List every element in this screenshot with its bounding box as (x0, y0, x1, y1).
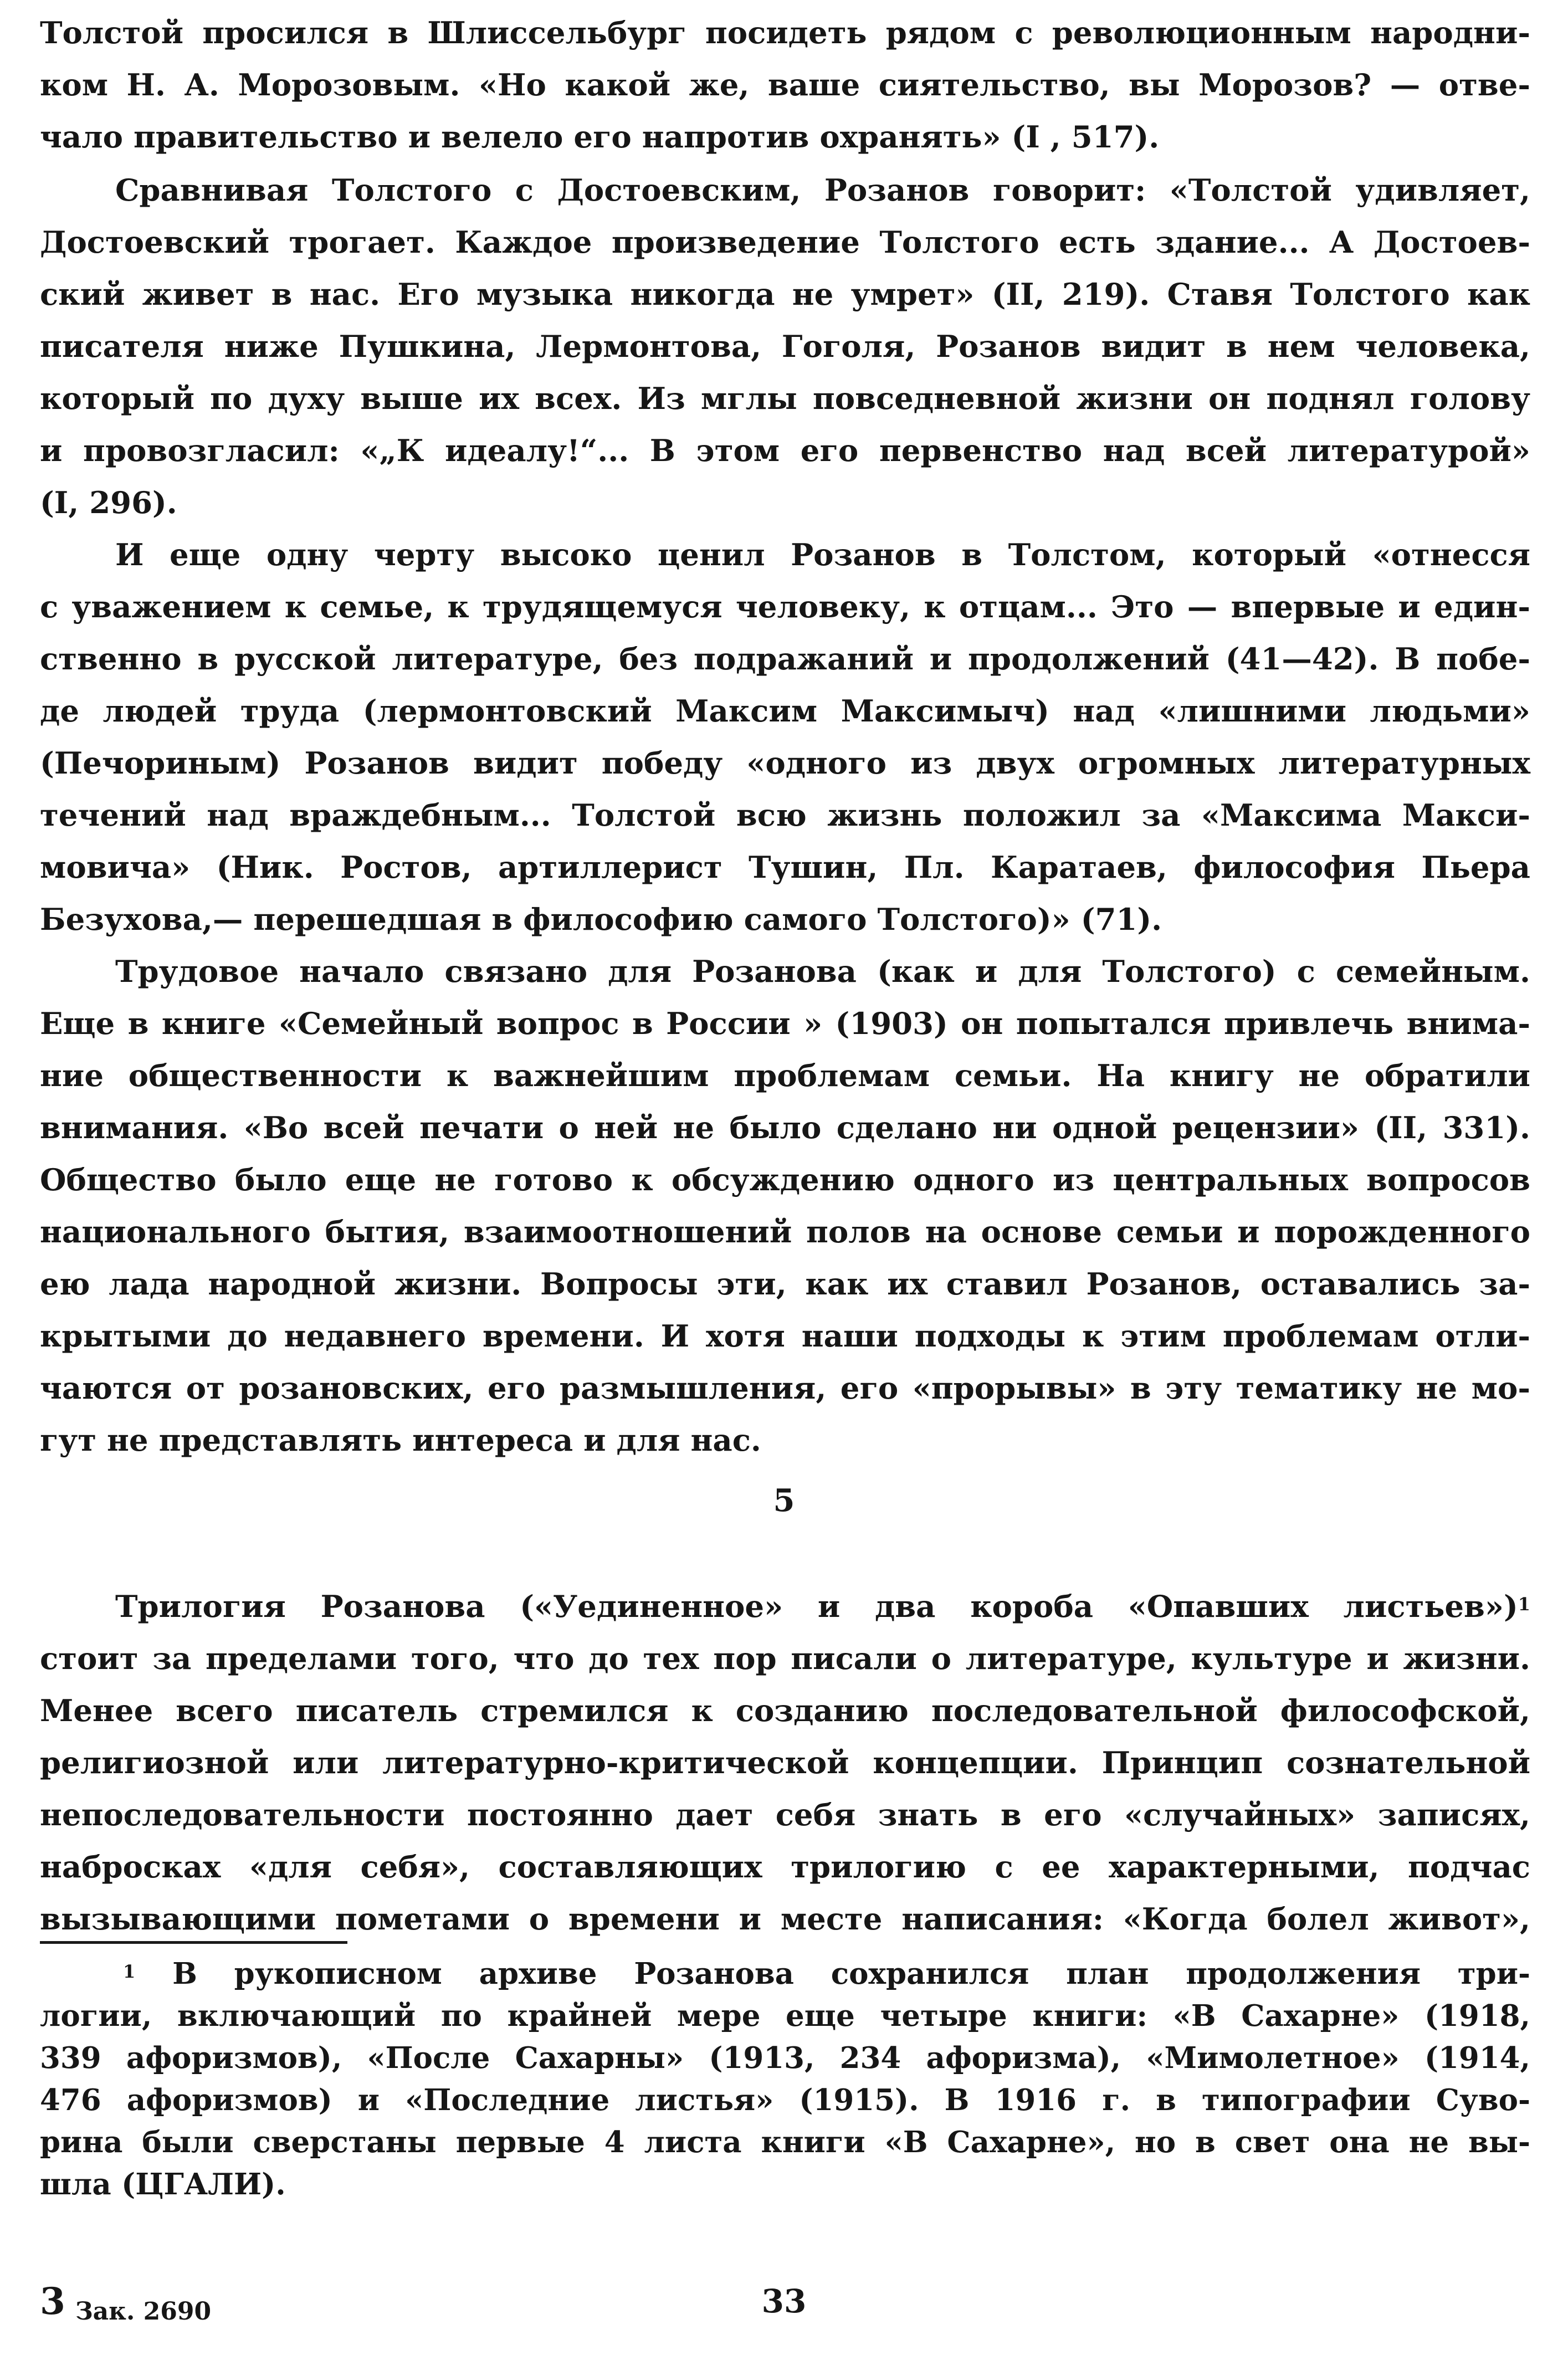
text-line: который по духу выше их всех. Из мглы повседневной жизни он поднял голову (40, 381, 1530, 416)
text-line-content: Трилогия Розанова («Уединенное» и два короба «Опавших листьев») (115, 1589, 1518, 1624)
text-line: непоследовательности постоянно дает себя знать в его «случайных» записях, (40, 1797, 1530, 1832)
footnote-line: 339 афоризмов), «После Сахарны» (1913, 234 афоризма), «Мимолетное» (1914, (40, 2041, 1530, 2075)
paragraph-family-question (40, 945, 1530, 1466)
text-line: И еще одну черту высоко ценил Розанов в Толстом, который «отнесся (115, 537, 1530, 572)
text-line: вызывающими пометами о времени и месте написания: «Когда болел живот», (40, 1901, 1530, 1937)
text-line: стоит за пределами того, что до тех пор писали о литературе, культуре и жизни. (40, 1641, 1530, 1676)
text-line: Общество было еще не готово к обсуждению одного из центральных вопросов (40, 1162, 1530, 1197)
paragraph-trilogy (40, 1580, 1530, 1945)
text-line: Менее всего писатель стремился к созданию последовательной философской, (40, 1693, 1530, 1728)
paragraph-tolstoy-shlisselburg (40, 7, 1530, 163)
text-line (40, 1580, 1530, 1632)
text-line: ский живет в нас. Его музыка никогда не умрет» (II, 219). Ставя Толстого как (40, 277, 1530, 312)
footnote-line: логии, включающий по крайней мере еще четыре книги: «В Сахарне» (1918, (40, 1999, 1530, 2033)
text-line: Еще в книге «Семейный вопрос в России » (1903) он попытался привлечь внима- (40, 1006, 1530, 1041)
paragraph-family-respect (40, 529, 1530, 945)
text-line: ею лада народной жизни. Вопросы эти, как их ставил Розанов, оставались за- (40, 1266, 1530, 1302)
text-line: Трудовое начало связано для Розанова (как и для Толстого) с семейным. (115, 954, 1530, 989)
text-line: мовича» (Ник. Ростов, артиллерист Тушин, Пл. Каратаев, философия Пьера (40, 849, 1530, 885)
text-line: Безухова,— перешедшая в философию самого Толстого)» (71). (40, 902, 1162, 937)
footnote-marker: 1 (123, 1961, 136, 1982)
paragraph-tolstoy-dostoevsky (40, 164, 1530, 529)
text-line: чало правительство и велело его напротив охранять» (I , 517). (40, 119, 1160, 155)
text-line: крытыми до недавнего времени. И хотя наши подходы к этим проблемам отли- (40, 1318, 1530, 1354)
text-line: и провозгласил: «„К идеалу!“... В этом его первенство над всей литературой» (40, 433, 1530, 468)
text-line: ком Н. А. Морозовым. «Но какой же, ваше сиятельство, вы Морозов? — отве- (40, 67, 1530, 103)
footnote-line-content: В рукописном архиве Розанова сохранился план продолжения три- (172, 1957, 1530, 1991)
text-line: религиозной или литературно-критической концепции. Принцип сознательной (40, 1745, 1530, 1780)
section-number: 5 (773, 1482, 795, 1519)
page-number: 33 (761, 2282, 807, 2320)
text-line: Достоевский трогает. Каждое произведение Толстого есть здание... А Достоев- (40, 224, 1530, 260)
text-line: чаются от розановских, его размышления, его «прорывы» в эту тематику не мо- (40, 1370, 1530, 1406)
order-number: Зак. 2690 (75, 2297, 212, 2326)
footnote-reference: 1 (1518, 1594, 1530, 1615)
text-line: Толстой просился в Шлиссельбург посидеть рядом с революционным народни- (40, 15, 1530, 50)
footnote-line: шла (ЦГАЛИ). (40, 2167, 286, 2202)
text-line: (I, 296). (40, 485, 177, 520)
text-line: национального бытия, взаимоотношений полов на основе семьи и порожденного (40, 1214, 1530, 1250)
text-line: (Печориным) Розанов видит победу «одного из двух огромных литературных (40, 745, 1530, 781)
footnote-line: 476 афоризмов) и «Последние листья» (1915). В 1916 г. в типографии Суво- (40, 2083, 1530, 2117)
footnote-line: рина были сверстаны первые 4 листа книги «В Сахарне», но в свет она не вы- (40, 2125, 1530, 2159)
text-line: внимания. «Во всей печати о ней не было сделано ни одной рецензии» (II, 331). (40, 1110, 1530, 1145)
text-line: ственно в русской литературе, без подражаний и продолжений (41—42). В побе- (40, 641, 1530, 677)
text-line: гут не представлять интереса и для нас. (40, 1422, 761, 1458)
text-line: Сравнивая Толстого с Достоевским, Розанов говорит: «Толстой удивляет, (115, 172, 1530, 208)
footnote (40, 1953, 1530, 2205)
text-line: набросках «для себя», составляющих трилогию с ее характерными, подчас (40, 1849, 1530, 1885)
text-line: течений над враждебным... Толстой всю жизнь положил за «Максима Макси- (40, 797, 1530, 833)
signature-number: 3 (40, 2280, 65, 2323)
text-line: писателя ниже Пушкина, Лермонтова, Гоголя, Розанов видит в нем человека, (40, 329, 1530, 364)
text-line: с уважением к семье, к трудящемуся человеку, к отцам... Это — впервые и един- (40, 589, 1530, 624)
footnote-line (40, 1953, 1530, 1995)
text-line: ние общественности к важнейшим проблемам семьи. На книгу не обратили (40, 1058, 1530, 1093)
footnote-divider (40, 1941, 347, 1944)
text-line: де людей труда (лермонтовский Максим Максимыч) над «лишними людьми» (40, 693, 1530, 729)
